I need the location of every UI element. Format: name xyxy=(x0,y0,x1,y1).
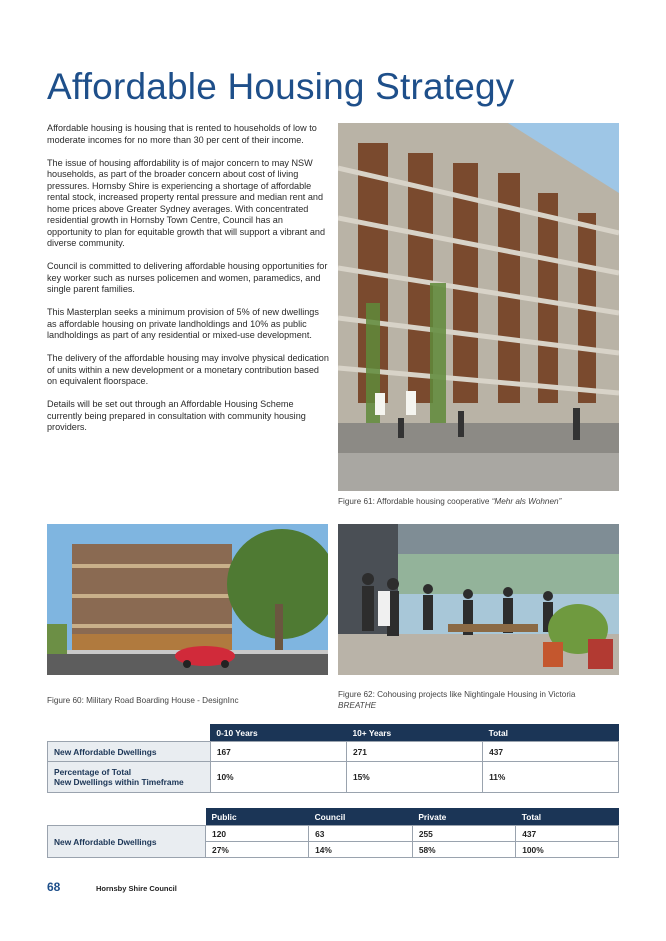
figure-62-photo xyxy=(338,524,619,675)
table-cell: 255 xyxy=(412,826,515,842)
table-header: 10+ Years xyxy=(346,724,482,742)
table-row xyxy=(48,742,619,762)
paragraph: Affordable housing is housing that is rented to households of low to moderate incomes for no more than 30 per cent of their income. xyxy=(47,123,317,145)
paragraph: The delivery of the affordable housing may involve physical dedication of units within a new development or a monetary contribution based on equivalent floorspace. xyxy=(47,353,329,386)
caption-italic: BREATHE xyxy=(338,700,377,710)
table-header: Public xyxy=(206,808,309,826)
table-cell: 10% xyxy=(210,762,346,793)
table-cell: 100% xyxy=(516,842,619,858)
paragraph: Council is committed to delivering affordable housing opportunities for key worker such as nurses policemen and women, paramedics, and single parent families. xyxy=(47,261,328,294)
table-row xyxy=(48,826,619,842)
page-title: Affordable Housing Strategy xyxy=(47,66,515,107)
table-cell: 27% xyxy=(206,842,309,858)
table-cell: 271 xyxy=(346,742,482,762)
caption-italic: “Mehr als Wohnen” xyxy=(491,497,562,506)
table-cell: 120 xyxy=(206,826,309,842)
figure-62-caption xyxy=(338,690,628,711)
table-cell: 58% xyxy=(412,842,515,858)
caption-text: Figure 60: Military Road Boarding House - DesignInc xyxy=(47,696,239,705)
table-header-blank xyxy=(48,808,206,826)
table-cell: 11% xyxy=(483,762,619,793)
row-label xyxy=(48,762,211,793)
row-label: New Affordable Dwellings xyxy=(48,826,206,858)
table-cell: 437 xyxy=(516,826,619,842)
affordable-dwellings-landholding-table xyxy=(47,808,619,858)
caption-text: Figure 62: Cohousing projects like Nightingale Housing in Victoria xyxy=(338,690,576,699)
figure-61-photo xyxy=(338,123,619,491)
affordable-dwellings-timeframe-table xyxy=(47,724,619,793)
table-row xyxy=(48,762,619,793)
table-cell: 63 xyxy=(309,826,413,842)
table-cell: 167 xyxy=(210,742,346,762)
figure-60-photo xyxy=(47,524,328,675)
table-header: Private xyxy=(412,808,515,826)
table-header-row xyxy=(48,724,619,742)
row-label-line: New Dwellings within Timeframe xyxy=(54,777,184,787)
table-header-blank xyxy=(48,724,211,742)
table-header: Council xyxy=(309,808,413,826)
table-header-row xyxy=(48,808,619,826)
page-number: 68 xyxy=(47,880,61,894)
figure-61-caption xyxy=(338,497,628,508)
table-header: Total xyxy=(516,808,619,826)
table-cell: 14% xyxy=(309,842,413,858)
table-cell: 437 xyxy=(483,742,619,762)
table-header: Total xyxy=(483,724,619,742)
table-header: 0-10 Years xyxy=(210,724,346,742)
footer-organization: Hornsby Shire Council xyxy=(96,884,177,893)
row-label: New Affordable Dwellings xyxy=(48,742,211,762)
table-cell: 15% xyxy=(346,762,482,793)
paragraph: Details will be set out through an Affordable Housing Scheme currently being prepared in consultation with community housing providers. xyxy=(47,399,306,432)
paragraph: The issue of housing affordability is of major concern to may NSW households, as part of the broader concern about cost of living pressures. Hornsby Shire is experiencing a shortage of affordable rental stock, increased property rental pressure and median rent and home prices above Greater Sydney averages. With concentrated residential growth in Hornsby Town Centre, Council has an opportunity to plan for equitable growth that will support a vibrant and diverse community. xyxy=(47,157,326,248)
row-label-line: Percentage of Total xyxy=(54,767,132,777)
paragraph: This Masterplan seeks a minimum provision of 5% of new dwellings as affordable housing on private landholdings and 10% as public landholdings as part of any residential or mixed-use development. xyxy=(47,307,319,340)
body-text xyxy=(47,123,330,445)
figure-60-caption xyxy=(47,696,328,707)
caption-text: Figure 61: Affordable housing cooperative xyxy=(338,497,492,506)
